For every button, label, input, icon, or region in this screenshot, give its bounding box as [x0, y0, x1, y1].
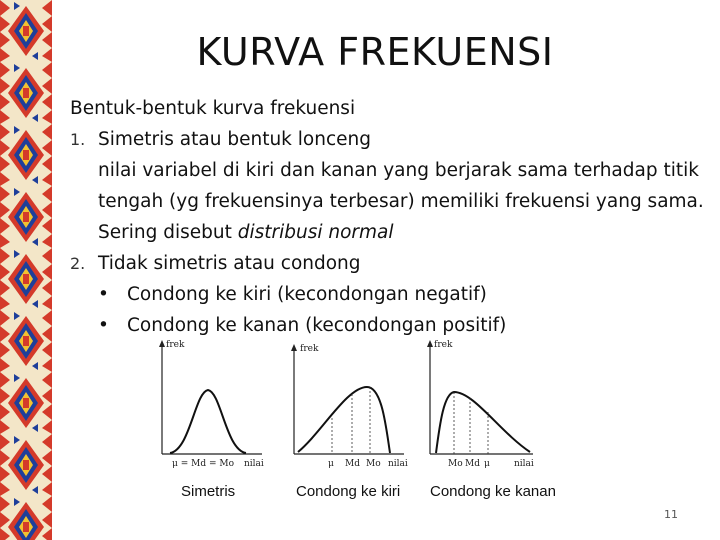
slide-body [70, 93, 704, 341]
tick-mu: μ [328, 459, 334, 469]
list-item-1-label: Simetris atau bentuk lonceng [98, 129, 371, 150]
right-skew-curve-plot [418, 332, 548, 472]
bullet-item-1-text: Condong ke kiri (kecondongan negatif) [127, 284, 487, 305]
bullet-item-1 [70, 279, 700, 310]
list-item-2 [70, 248, 700, 279]
caption-skew-right: Condong ke kanan [430, 483, 556, 500]
tick-mode: Mo [366, 459, 381, 469]
symmetric-center-ticks: μ = Md = Mo [172, 459, 234, 469]
slide-number: 11 [664, 508, 678, 521]
x-axis-label: nilai [244, 459, 264, 469]
x-axis-label: nilai [388, 459, 408, 469]
y-axis-label: frek [300, 344, 319, 354]
slide-title: KURVA FREKUENSI [196, 30, 554, 74]
tick-median: Md [465, 459, 480, 469]
item1-desc-line-2: tengah (yg frekuensinya terbesar) memiliki frekuensi yang sama. [98, 191, 704, 212]
tick-mode: Mo [448, 459, 463, 469]
item1-desc-line-3 [70, 217, 700, 248]
y-axis-label: frek [434, 340, 453, 350]
list-number-1: 1. [70, 130, 86, 149]
left-skew-curve-plot [282, 332, 417, 472]
tick-mu: μ [484, 459, 490, 469]
caption-skew-left: Condong ke kiri [296, 483, 401, 500]
bullet-icon: • [98, 315, 109, 336]
bullet-icon: • [98, 284, 109, 305]
intro-line: Bentuk-bentuk kurva frekuensi [70, 98, 356, 119]
symmetric-curve-plot [150, 332, 280, 472]
y-axis-label: frek [166, 340, 185, 350]
bullet-item-2-text: Condong ke kanan (kecondongan positif) [127, 315, 507, 336]
figure-skew-left [282, 332, 417, 472]
item1-desc-prefix: Sering disebut [98, 222, 238, 243]
list-number-2: 2. [70, 254, 86, 273]
list-item-1 [70, 124, 700, 155]
item1-desc-line-1: nilai variabel di kiri dan kanan yang berjarak sama terhadap titik [98, 160, 699, 181]
figure-symmetric [150, 332, 280, 472]
ornament-pattern [0, 0, 52, 540]
list-item-2-label: Tidak simetris atau condong [98, 253, 361, 274]
normal-distribution-term: distribusi normal [237, 222, 394, 243]
caption-symmetric: Simetris [181, 483, 236, 500]
figure-skew-right [418, 332, 548, 472]
tick-median: Md [345, 459, 360, 469]
decorative-border [0, 0, 52, 540]
x-axis-label: nilai [514, 459, 534, 469]
